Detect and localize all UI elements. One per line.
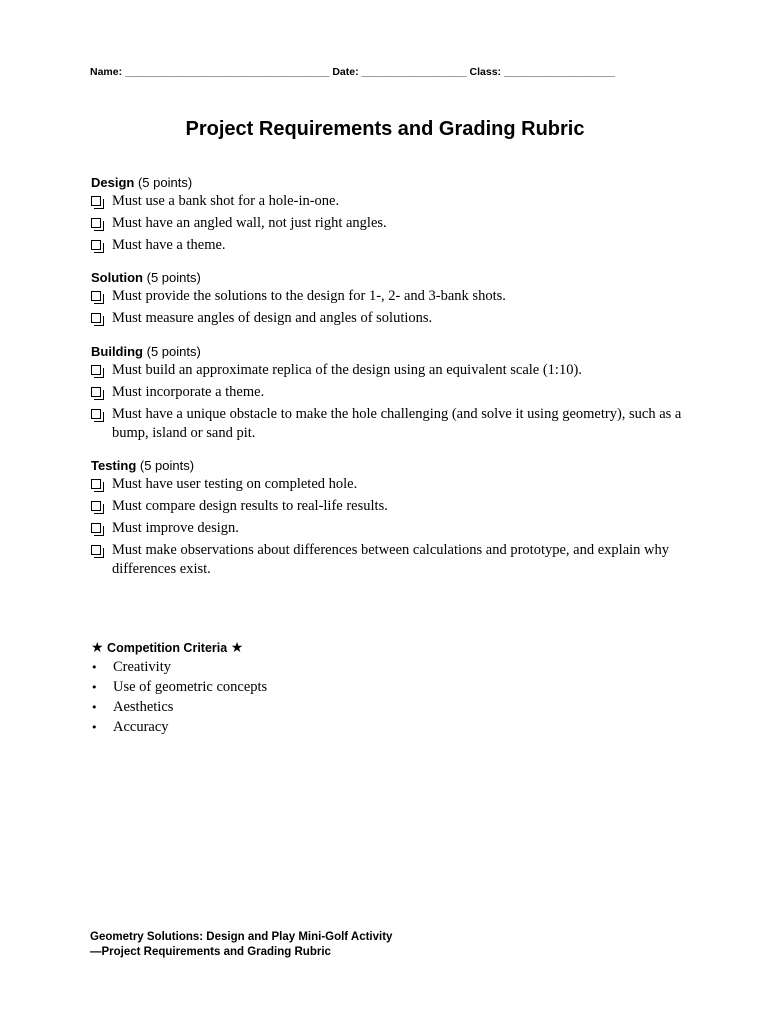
checkbox-icon [91, 479, 101, 489]
checklist-item: Must have a unique obstacle to make the hole challenging (and solve it using geometry), such as a bump, island or sand pit. [91, 405, 711, 443]
checklist-item: Must use a bank shot for a hole-in-one. [91, 192, 711, 211]
competition-heading-label: Competition Criteria [107, 641, 228, 655]
bullet-item: • Use of geometric concepts [91, 679, 268, 695]
checkbox-icon [91, 240, 101, 250]
bullet-icon: • [91, 661, 98, 674]
section-name: Design [91, 175, 135, 190]
checklist-item: Must compare design results to real-life results. [91, 497, 711, 516]
competition-heading [91, 638, 711, 658]
checklist-item: Must improve design. [91, 519, 711, 538]
footer-line-1: Geometry Solutions: Design and Play Mini-Golf Activity [90, 931, 393, 943]
section-solution [91, 269, 711, 331]
section-name: Testing [91, 458, 137, 473]
page-title: Project Requirements and Grading Rubric [185, 118, 585, 140]
checkbox-icon [91, 218, 101, 228]
checklist-item: Must build an approximate replica of the design using an equivalent scale (1:10). [91, 361, 711, 380]
section-heading [91, 457, 711, 475]
section-building [91, 343, 711, 446]
checklist-item: Must incorporate a theme. [91, 383, 711, 402]
checklist-item: Must have user testing on completed hole. [91, 475, 711, 494]
checklist-item: Must have an angled wall, not just right angles. [91, 214, 711, 233]
bullet-icon: • [91, 721, 98, 734]
checkbox-icon [91, 409, 101, 419]
checkbox-icon [91, 501, 101, 511]
checklist-item: Must provide the solutions to the design for 1-, 2- and 3-bank shots. [91, 287, 711, 306]
section-points: (5 points) [137, 175, 193, 190]
page-footer [90, 930, 392, 960]
checklist-item: Must measure angles of design and angles of solutions. [91, 309, 711, 328]
section-design [91, 174, 711, 258]
section-heading [91, 343, 711, 361]
checkbox-icon [91, 196, 101, 206]
checkbox-icon [91, 387, 101, 397]
section-heading [91, 269, 711, 287]
checkbox-icon [91, 291, 101, 301]
checkbox-icon [91, 545, 101, 555]
footer-line-2: —Project Requirements and Grading Rubric [90, 946, 331, 958]
section-name: Solution [91, 270, 143, 285]
bullet-icon: • [91, 701, 98, 714]
checkbox-icon [91, 365, 101, 375]
checkbox-icon [91, 313, 101, 323]
bullet-item: • Accuracy [91, 719, 169, 735]
bullet-icon: • [91, 681, 98, 694]
bullet-item: • Creativity [91, 659, 171, 675]
star-icon: ★ [91, 640, 104, 656]
section-points: (5 points) [146, 344, 201, 359]
section-points: (5 points) [146, 270, 201, 285]
section-heading [91, 174, 711, 192]
section-competition [91, 638, 711, 738]
checklist-item: Must make observations about differences between calculations and prototype, and explain why differences exist. [91, 541, 711, 579]
section-name: Building [91, 344, 143, 359]
bullet-item: • Aesthetics [91, 699, 174, 715]
name-date-class-line: Name: ___________________________________ Date: __________________ Class: ___________________ [90, 66, 615, 78]
checkbox-icon [91, 523, 101, 533]
section-points: (5 points) [139, 458, 195, 473]
checklist-item: Must have a theme. [91, 236, 711, 255]
star-icon: ★ [230, 640, 244, 656]
section-testing [91, 457, 711, 582]
